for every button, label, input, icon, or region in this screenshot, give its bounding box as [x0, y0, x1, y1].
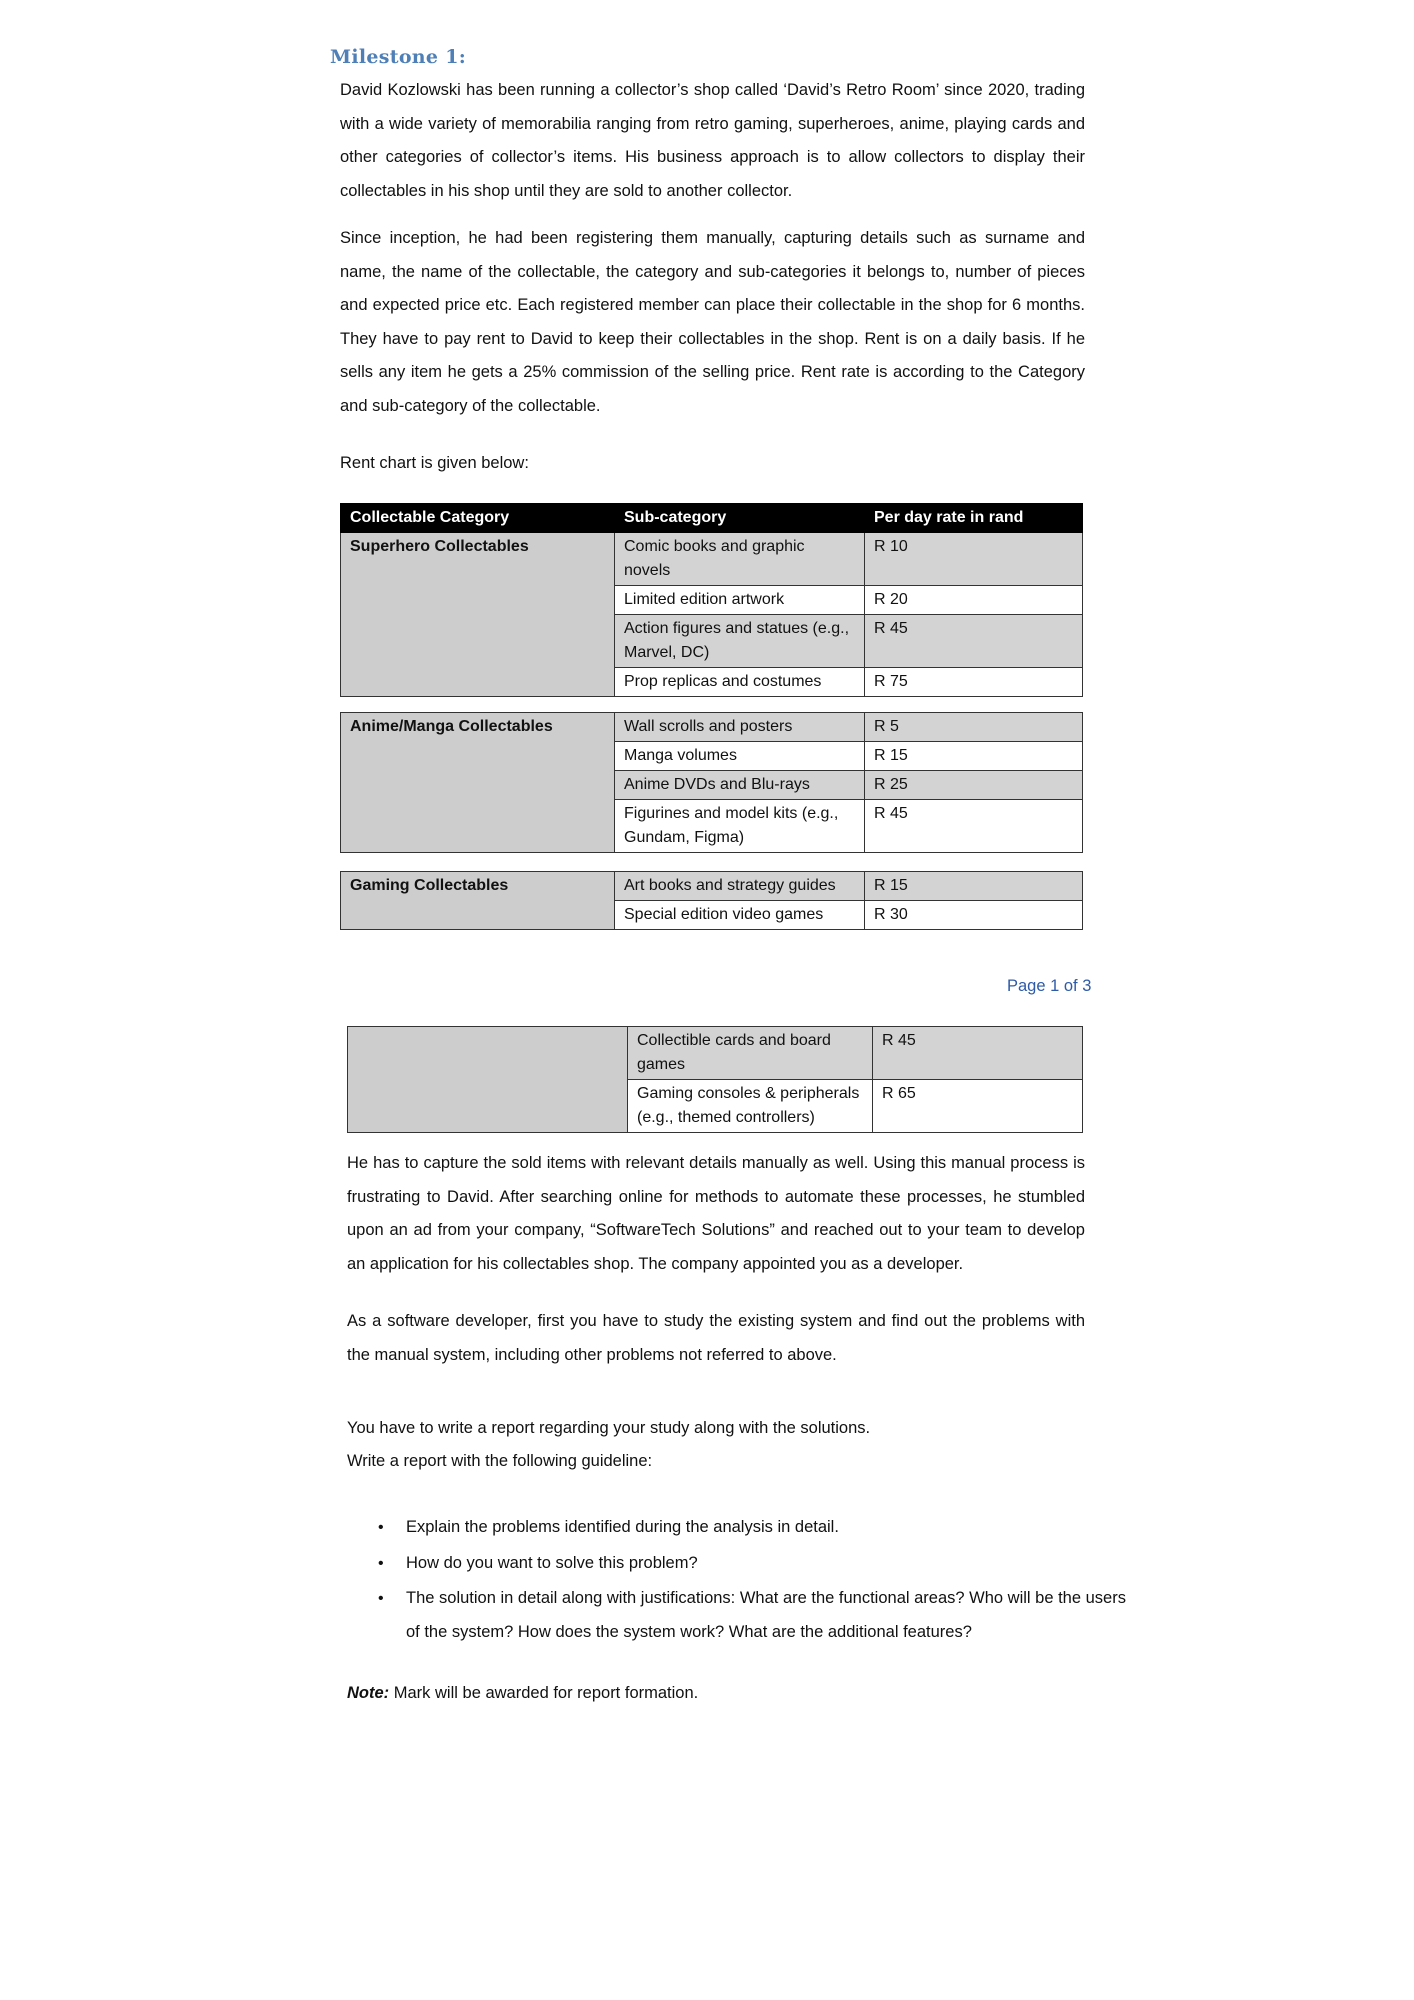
- rate-cell: R 45: [873, 1027, 1083, 1080]
- category-cell: Gaming Collectables: [341, 872, 615, 930]
- subcategory-cell: Figurines and model kits (e.g., Gundam, Figma): [615, 800, 865, 853]
- rent-chart-intro: Rent chart is given below:: [340, 454, 529, 472]
- subcategory-cell: Comic books and graphic novels: [615, 533, 865, 586]
- rate-cell: R 45: [865, 615, 1083, 668]
- header-rate: Per day rate in rand: [865, 504, 1083, 533]
- rate-cell: R 5: [865, 713, 1083, 742]
- subcategory-cell: Art books and strategy guides: [615, 872, 865, 901]
- header-category: Collectable Category: [341, 504, 615, 533]
- rate-cell: R 10: [865, 533, 1083, 586]
- table-header-row: [341, 504, 1083, 533]
- list-item: • How do you want to solve this problem?: [406, 1547, 1126, 1581]
- table-row: [341, 872, 1083, 901]
- note-label: Note:: [347, 1684, 390, 1702]
- list-item: • Explain the problems identified during the analysis in detail.: [406, 1511, 1126, 1545]
- rate-cell: R 25: [865, 771, 1083, 800]
- intro-paragraph-1: David Kozlowski has been running a collector’s shop called ‘David’s Retro Room’ since 2020, trading with a wide variety of memorabilia ranging from retro gaming, superheroes, anime, playing cards and other categories of collector’s items. His business approach is to allow collectors to display their collectables in his shop until they are sold to another collector.: [340, 81, 1085, 200]
- page-heading: Milestone 1:: [330, 46, 467, 68]
- note: [347, 1684, 698, 1703]
- body-paragraph-3: You have to write a report regarding your study along with the solutions.: [347, 1419, 871, 1437]
- rent-table-gaming-continued: [347, 1026, 1083, 1133]
- subcategory-cell: Wall scrolls and posters: [615, 713, 865, 742]
- subcategory-cell: Manga volumes: [615, 742, 865, 771]
- body-paragraph-1: He has to capture the sold items with relevant details manually as well. Using this manual process is frustrating to David. After searching online for methods to automate these processes, he stumbled upon an ad from your company, “SoftwareTech Solutions” and reached out to your team to develop an application for his collectables shop. The company appointed you as a developer.: [347, 1154, 1085, 1273]
- rate-cell: R 20: [865, 586, 1083, 615]
- subcategory-cell: Action figures and statues (e.g., Marvel, DC): [615, 615, 865, 668]
- subcategory-cell: Prop replicas and costumes: [615, 668, 865, 697]
- body-paragraph-4: Write a report with the following guideline:: [347, 1452, 653, 1470]
- note-text: Mark will be awarded for report formation.: [393, 1684, 699, 1702]
- rate-cell: R 65: [873, 1080, 1083, 1133]
- subcategory-cell: Special edition video games: [615, 901, 865, 930]
- rate-cell: R 45: [865, 800, 1083, 853]
- table-row: [341, 533, 1083, 586]
- body-paragraph-2: As a software developer, first you have to study the existing system and find out the problems with the manual system, including other problems not referred to above.: [347, 1312, 1085, 1364]
- intro-paragraph-2: Since inception, he had been registering them manually, capturing details such as surname and name, the name of the collectable, the category and sub-categories it belongs to, number of pieces and expected price etc. Each registered member can place their collectable in the shop for 6 months. They have to pay rent to David to keep their collectables in the shop. Rent is on a daily basis. If he sells any item he gets a 25% commission of the selling price. Rent rate is according to the Category and sub-category of the collectable.: [340, 229, 1085, 415]
- list-item: • The solution in detail along with justifications: What are the functional areas? Who will be the users of the system? How does the system work? What are the additional features?: [406, 1582, 1126, 1649]
- subcategory-cell: Anime DVDs and Blu-rays: [615, 771, 865, 800]
- guideline-list: [372, 1511, 1126, 1651]
- rate-cell: R 15: [865, 742, 1083, 771]
- subcategory-cell: Limited edition artwork: [615, 586, 865, 615]
- rent-table-gaming: [340, 871, 1083, 930]
- table-row: [341, 713, 1083, 742]
- header-subcategory: Sub-category: [615, 504, 865, 533]
- subcategory-cell: Gaming consoles & peripherals (e.g., themed controllers): [628, 1080, 873, 1133]
- rate-cell: R 15: [865, 872, 1083, 901]
- category-cell: [348, 1027, 628, 1133]
- category-cell: Superhero Collectables: [341, 533, 615, 697]
- subcategory-cell: Collectible cards and board games: [628, 1027, 873, 1080]
- category-cell: Anime/Manga Collectables: [341, 713, 615, 853]
- page-number: Page 1 of 3: [1007, 977, 1092, 995]
- rate-cell: R 30: [865, 901, 1083, 930]
- table-row: [348, 1027, 1083, 1080]
- rent-table-superhero: [340, 503, 1083, 697]
- rent-table-anime: [340, 712, 1083, 853]
- rate-cell: R 75: [865, 668, 1083, 697]
